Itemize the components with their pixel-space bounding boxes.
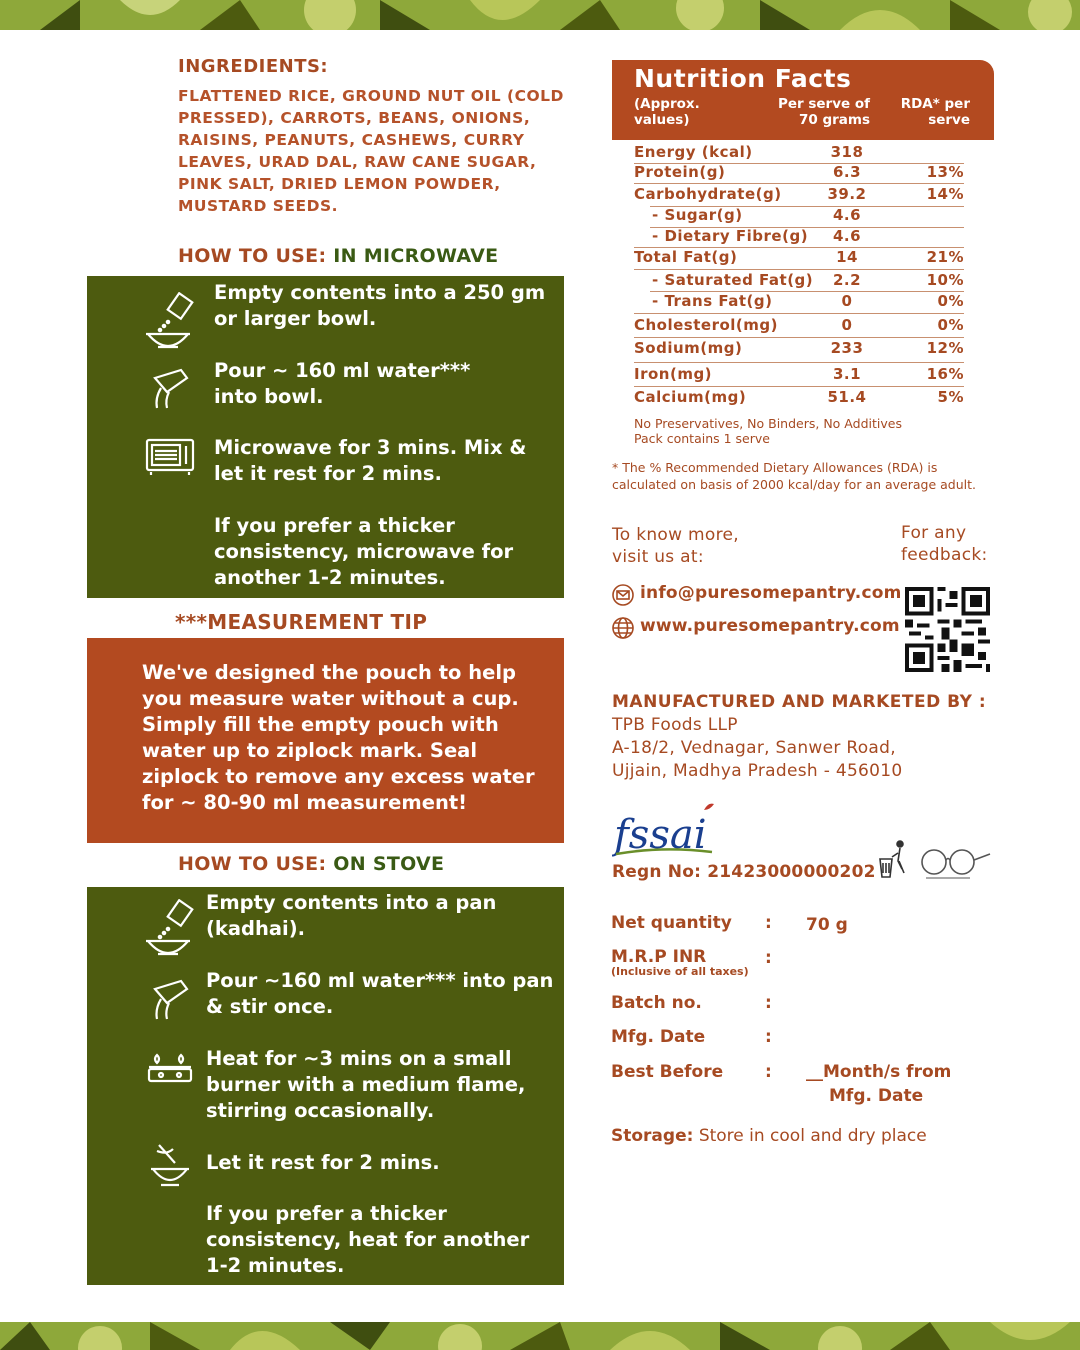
measurement-tip-text: We've designed the pouch to help you measure water without a cup. Simply fill the empty pouch with water up to ziplock mark. Seal ziplock to remove any excess water for ~ 80-90 ml measurement! (142, 661, 535, 814)
bowl-pour-icon (142, 292, 198, 356)
nutrient-label: - Dietary Fibre(g) (652, 227, 809, 245)
microwave-step-1: Empty contents into a 250 gm or larger bowl. (214, 281, 546, 330)
nutrition-rda-head: RDA* per serve (900, 96, 970, 128)
nutrient-label: Sodium(mg) (634, 339, 743, 357)
nutrient-label: Cholesterol(mg) (634, 316, 779, 334)
nutrition-header (612, 60, 994, 140)
nutrition-approx: (Approx. values) (634, 96, 700, 128)
stove-heading (178, 853, 444, 875)
measurement-tip-title: ***MEASUREMENT TIP (175, 610, 428, 634)
measurement-tip-panel (87, 638, 564, 843)
bowl-stir-icon (149, 1141, 193, 1195)
stove-step-2: Pour ~160 ml water*** into pan & stir once. (206, 969, 554, 1018)
mrp-sub: (Inclusive of all taxes) (611, 965, 749, 978)
nutrition-row (612, 163, 994, 184)
row-divider (634, 337, 964, 338)
nutrient-rda: 0% (937, 316, 964, 334)
storage-text: Store in cool and dry place (698, 1126, 927, 1146)
net-quantity-label: Net quantity (611, 913, 732, 933)
nutrition-row (612, 143, 994, 164)
mrp-label: M.R.P INR (611, 947, 707, 967)
colon: : (765, 993, 772, 1013)
stove-step-1: Empty contents into a pan (kadhai). (206, 891, 497, 940)
colon: : (765, 1062, 772, 1082)
nutrition-note-2: Pack contains 1 serve (634, 431, 770, 446)
nutrition-row (612, 388, 994, 409)
nutrition-row (612, 206, 994, 227)
nutrient-label: Iron(mg) (634, 365, 713, 383)
fssai-logo (612, 800, 722, 862)
nutrition-row (612, 365, 994, 386)
colon: : (765, 913, 772, 933)
nutrient-value: 4.6 (832, 227, 862, 245)
fssai-regn: Regn No: 21423000000202 (612, 862, 876, 882)
row-divider (634, 386, 964, 387)
ingredients-title: INGREDIENTS: (178, 56, 329, 77)
nutrient-value: 318 (830, 143, 864, 161)
nutrient-value: 233 (830, 339, 864, 357)
nutrient-value: 39.2 (827, 185, 867, 203)
nutrient-rda: 10% (926, 271, 964, 289)
nutrient-label: Energy (kcal) (634, 143, 753, 161)
nutrition-row (612, 316, 994, 337)
nutrition-note-1: No Preservatives, No Binders, No Additives (634, 416, 902, 431)
colon: : (765, 948, 772, 968)
nutrition-row (612, 248, 994, 269)
manufacturer-title: MANUFACTURED AND MARKETED BY : (612, 692, 987, 712)
bowl-pour-icon (142, 899, 198, 963)
nutrition-row (612, 292, 994, 313)
water-pour-icon (147, 975, 195, 1027)
nutrition-row (612, 185, 994, 206)
email-icon (612, 584, 634, 610)
nutrition-title: Nutrition Facts (634, 64, 852, 93)
nutrient-label: - Sugar(g) (652, 206, 743, 224)
nutrient-label: - Saturated Fat(g) (652, 271, 814, 289)
nutrient-label: - Trans Fat(g) (652, 292, 773, 310)
nutrient-rda: 16% (926, 365, 964, 383)
nutrient-rda: 13% (926, 163, 964, 181)
bottom-pattern-band (0, 1322, 1080, 1350)
nutrient-label: Calcium(mg) (634, 388, 747, 406)
leaf-pattern (0, 0, 1080, 30)
nutrient-value: 14 (836, 248, 858, 266)
microwave-step-4: If you prefer a thicker consistency, microwave for another 1-2 minutes. (214, 514, 514, 589)
batch-label: Batch no. (611, 993, 702, 1013)
microwave-heading-prefix: HOW TO USE: (178, 245, 327, 267)
manufacturer-address (612, 714, 903, 783)
water-pour-icon (147, 364, 195, 416)
swachh-bharat-icon (914, 846, 994, 886)
nutrient-value: 2.2 (832, 271, 862, 289)
nutrient-value: 4.6 (832, 206, 862, 224)
nutrient-rda: 21% (926, 248, 964, 266)
best-before-value-1: __Month/s from (806, 1062, 952, 1082)
manufacturer-address-line-1: A-18/2, Vednagar, Sanwer Road, (612, 738, 896, 758)
stove-step-3: Heat for ~3 mins on a small burner with a medium flame, stirring occasionally. (206, 1047, 526, 1122)
stove-heading-prefix: HOW TO USE: (178, 853, 327, 875)
microwave-heading-method: IN MICROWAVE (333, 245, 499, 267)
website-link[interactable]: www.puresomepantry.com (640, 616, 900, 636)
nutrient-label: Protein(g) (634, 163, 726, 181)
nutrition-row (612, 339, 994, 360)
nutrient-label: Total Fat(g) (634, 248, 738, 266)
nutrient-rda: 5% (937, 388, 964, 406)
nutrient-value: 6.3 (832, 163, 862, 181)
row-divider (634, 313, 964, 314)
nutrient-rda: 12% (926, 339, 964, 357)
microwave-step-3: Microwave for 3 mins. Mix & let it rest for 2 mins. (214, 436, 527, 485)
best-before-label: Best Before (611, 1062, 724, 1082)
know-more-text: To know more, visit us at: (612, 525, 739, 567)
microwave-icon (145, 436, 195, 480)
dispose-bin-icon (876, 839, 910, 885)
gas-stove-icon (145, 1051, 195, 1091)
row-divider (634, 269, 964, 270)
nutrient-label: Carbohydrate(g) (634, 185, 782, 203)
stove-step-4: Let it rest for 2 mins. (206, 1151, 440, 1174)
mfg-date-label: Mfg. Date (611, 1027, 706, 1047)
nutrition-per-serve: Per serve of 70 grams (777, 96, 870, 128)
microwave-heading (178, 245, 498, 267)
best-before-value-2: Mfg. Date (829, 1086, 924, 1106)
feedback-text: For any feedback: (901, 523, 988, 565)
stove-heading-method: ON STOVE (333, 853, 445, 875)
colon: : (765, 1027, 772, 1047)
nutrient-value: 0 (841, 316, 853, 334)
email-link[interactable]: info@puresomepantry.com (640, 583, 902, 603)
stove-step-5: If you prefer a thicker consistency, heat for another 1-2 minutes. (206, 1202, 530, 1277)
nutrient-rda: 0% (937, 292, 964, 310)
nutrient-value: 0 (841, 292, 853, 310)
globe-icon (612, 617, 634, 643)
nutrition-row (612, 271, 994, 292)
fssai-logo-text: fssai (614, 812, 707, 858)
leaf-pattern (0, 1322, 1080, 1350)
qr-code[interactable] (905, 587, 990, 676)
net-quantity-value: 70 g (806, 915, 848, 935)
row-divider (634, 362, 964, 363)
nutrient-value: 51.4 (827, 388, 867, 406)
manufacturer-address-line-2: Ujjain, Madhya Pradesh - 456010 (612, 761, 903, 781)
ingredients-text: FLATTENED RICE, GROUND NUT OIL (COLD PRESSED), CARROTS, BEANS, ONIONS, RAISINS, PEANUTS, CASHEWS, CURRY LEAVES, URAD DAL, RAW CANE SUGAR, PINK SALT, DRIED LEMON POWDER, MUSTARD SEEDS. (178, 87, 564, 215)
nutrition-row (612, 227, 994, 248)
microwave-step-2: Pour ~ 160 ml water*** into bowl. (214, 359, 471, 408)
row-divider (634, 183, 964, 184)
microwave-panel (87, 276, 564, 598)
stove-panel (87, 887, 564, 1285)
nutrient-value: 3.1 (832, 365, 862, 383)
rda-footnote: * The % Recommended Dietary Allowances (RDA) is calculated on basis of 2000 kcal/day for an average adult. (612, 460, 976, 492)
nutrient-rda: 14% (926, 185, 964, 203)
storage-label: Storage: (611, 1126, 694, 1146)
manufacturer-name: TPB Foods LLP (612, 715, 738, 735)
top-pattern-band (0, 0, 1080, 30)
storage-line (611, 1126, 927, 1146)
